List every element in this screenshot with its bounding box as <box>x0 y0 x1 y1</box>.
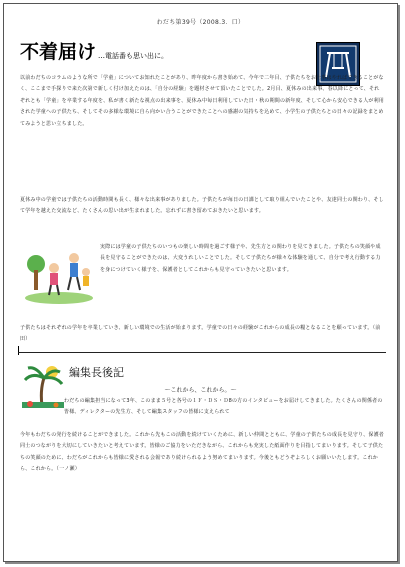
editor-note-paragraph-1: わだちの編集担当になって3年、このまま５号と各号の１Ｆ・ＤＳ・Ｄ8の方のインタビューをお届けしてきました。たくさんの関係者の皆様、ディレクターの先生方、そして編集スタッフの皆様に支えられて <box>64 398 383 416</box>
editor-note-heading: 編集長後記 <box>69 366 124 379</box>
article-title-row <box>20 37 168 64</box>
children-playing-illustration <box>22 242 96 306</box>
article-paragraph-1b: 夏休み中の学童では子供たちの活動時間も長く、様々な出来事がありました。子供たちが毎日の日課として取り組んでいたことや、友達同士の関わり、そして学年を越えた交流など、たくさんの思い出が生まれました。忘れずに書き留めておきたいと思います。 <box>20 197 384 215</box>
article-paragraph-3: 子供たちはそれぞれの学年を卒業していき、新しい環境での生活が始まります。学童での日々の経験がこれからの成長の糧となることを願っています。（前田） <box>20 325 381 343</box>
editor-note-paragraph-2: 今年もわだちの発行を続けることができました。これから先もこの活動を続けていくために、新しい仲間とともに、学童の子供たちの成長を見守り、保護者同士のつながりを大切にしていきたいと考えています。皆様のご協力をいただきながら、これからも充実した紙面作りを目指してまいります。そして子供たちの笑顔のために、わだちがこれからも皆様に愛される会報であり続けられるよう努めてまいります。今後ともどうぞよろしくお願いいたします。これから、これから。（一ノ瀬） <box>20 432 384 473</box>
article-paragraph-1: 以前わだちのコラムのような所で「学童」についてお知れたことがあり、昨年度から書き始めて、今年で二年目、子供たちをお仕事はやればできることがなく、ここまで手探りで来た次第で新しく付け加えたのは、「自分の経験」を題材させて頂いたことでした。2月目、夏休みの出来事、春以降にとって、それぞれとも「学童」を卒業する年度を、私が書く新たな視点の出来事を、夏休み中毎日利用していた日・秋の期間の新年度、そして心から安心できる人が利用された学童への子供たち、そしてその多様な環境に自ら向かい合うことができたことへの感謝の気持ちを込めて、小学生の子供たちとの日々の記録をまとめてみようと思い立ちました。 <box>20 75 384 127</box>
section-divider <box>18 352 386 353</box>
article-paragraph-2: 実際には学童の子供たちのいつもの楽しい時間を過ごす様子や、先生方との関わりを見てきました。子供たちの笑顔や成長を見守ることができたのは、大変うれしいことでした。そして子供たちが様々な体験を通して、自分で考え行動する力を身につけていく様子を、保護者としてこれからも見守っていきたいと思います。 <box>100 244 381 273</box>
article-title: 不着届け <box>20 41 97 63</box>
article-subtitle: …電話番も思い出に。 <box>98 52 169 60</box>
newsletter-page <box>3 3 398 562</box>
editor-note-subheading: ～これから、これから。～ <box>164 387 237 394</box>
text-cursor <box>18 346 19 355</box>
issue-header: わだち第39号（2008.3．口） <box>156 19 245 26</box>
